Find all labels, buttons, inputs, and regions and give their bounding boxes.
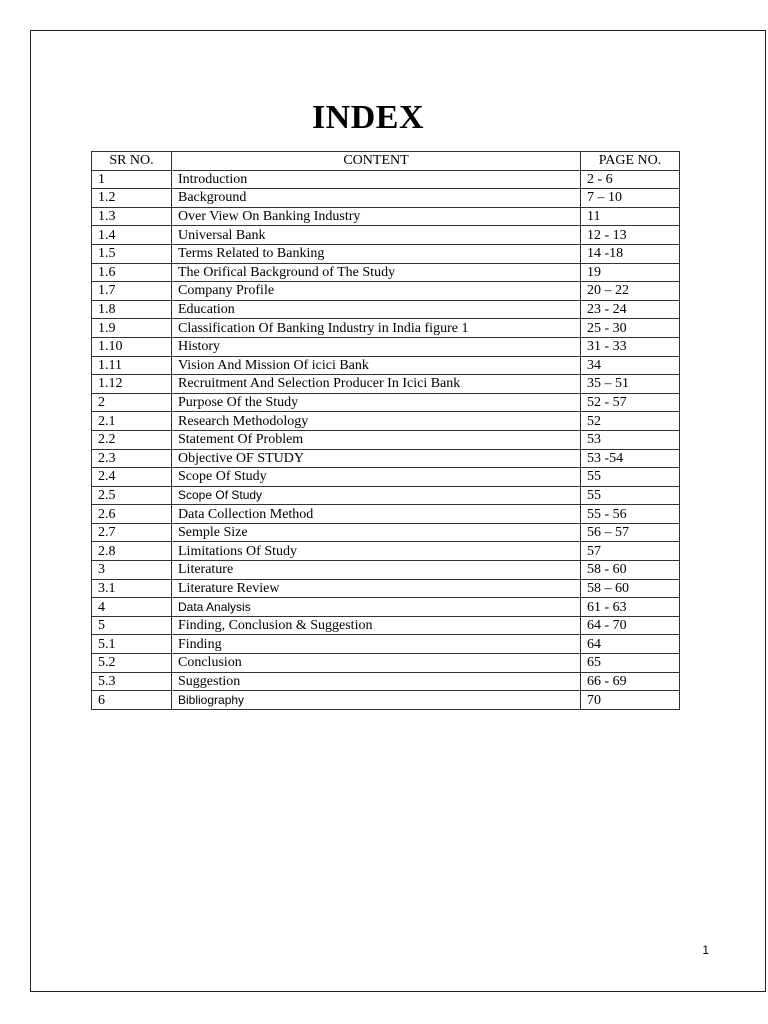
cell-content: Universal Bank bbox=[172, 226, 581, 245]
table-row bbox=[92, 468, 680, 487]
cell-sr: 1.4 bbox=[92, 226, 172, 245]
cell-sr: 2.5 bbox=[92, 486, 172, 505]
cell-page: 23 - 24 bbox=[581, 300, 680, 319]
table-row bbox=[92, 375, 680, 394]
table-row bbox=[92, 616, 680, 635]
cell-content: Scope Of Study bbox=[172, 468, 581, 487]
cell-content: Over View On Banking Industry bbox=[172, 207, 581, 226]
cell-sr: 2.8 bbox=[92, 542, 172, 561]
cell-sr: 2 bbox=[92, 393, 172, 412]
cell-content: Scope Of Study bbox=[172, 486, 581, 505]
cell-page: 25 - 30 bbox=[581, 319, 680, 338]
cell-page: 56 – 57 bbox=[581, 523, 680, 542]
cell-content: Classification Of Banking Industry in India figure 1 bbox=[172, 319, 581, 338]
cell-sr: 1.8 bbox=[92, 300, 172, 319]
table-row bbox=[92, 337, 680, 356]
table-row bbox=[92, 561, 680, 580]
cell-page: 53 -54 bbox=[581, 449, 680, 468]
table-row bbox=[92, 449, 680, 468]
header-content: CONTENT bbox=[172, 152, 581, 171]
cell-content: The Orifical Background of The Study bbox=[172, 263, 581, 282]
cell-content: Limitations Of Study bbox=[172, 542, 581, 561]
cell-page: 7 – 10 bbox=[581, 189, 680, 208]
cell-content: Data Analysis bbox=[172, 598, 581, 617]
cell-content: History bbox=[172, 337, 581, 356]
cell-sr: 1.6 bbox=[92, 263, 172, 282]
cell-content: Literature Review bbox=[172, 579, 581, 598]
cell-content: Statement Of Problem bbox=[172, 430, 581, 449]
cell-content: Finding, Conclusion & Suggestion bbox=[172, 616, 581, 635]
cell-sr: 1.9 bbox=[92, 319, 172, 338]
cell-content: Objective OF STUDY bbox=[172, 449, 581, 468]
cell-content: Conclusion bbox=[172, 654, 581, 673]
table-row bbox=[92, 505, 680, 524]
cell-sr: 4 bbox=[92, 598, 172, 617]
cell-content: Purpose Of the Study bbox=[172, 393, 581, 412]
cell-content: Bibliography bbox=[172, 691, 581, 710]
table-row bbox=[92, 542, 680, 561]
cell-page: 52 - 57 bbox=[581, 393, 680, 412]
cell-page: 12 - 13 bbox=[581, 226, 680, 245]
cell-page: 66 - 69 bbox=[581, 672, 680, 691]
cell-content: Finding bbox=[172, 635, 581, 654]
cell-sr: 1.2 bbox=[92, 189, 172, 208]
cell-content: Semple Size bbox=[172, 523, 581, 542]
table-row bbox=[92, 319, 680, 338]
cell-page: 53 bbox=[581, 430, 680, 449]
cell-content: Education bbox=[172, 300, 581, 319]
cell-sr: 6 bbox=[92, 691, 172, 710]
cell-sr: 5.3 bbox=[92, 672, 172, 691]
cell-content: Literature bbox=[172, 561, 581, 580]
cell-content: Introduction bbox=[172, 170, 581, 189]
table-row bbox=[92, 300, 680, 319]
table-row bbox=[92, 226, 680, 245]
cell-sr: 5.1 bbox=[92, 635, 172, 654]
cell-sr: 3.1 bbox=[92, 579, 172, 598]
table-row bbox=[92, 189, 680, 208]
table-row bbox=[92, 654, 680, 673]
table-header-row bbox=[92, 152, 680, 171]
cell-content: Research Methodology bbox=[172, 412, 581, 431]
cell-sr: 1.11 bbox=[92, 356, 172, 375]
header-sr-no: SR NO. bbox=[92, 152, 172, 171]
cell-page: 11 bbox=[581, 207, 680, 226]
cell-page: 70 bbox=[581, 691, 680, 710]
table-row bbox=[92, 691, 680, 710]
cell-content: Suggestion bbox=[172, 672, 581, 691]
cell-content: Company Profile bbox=[172, 282, 581, 301]
cell-page: 61 - 63 bbox=[581, 598, 680, 617]
cell-page: 55 bbox=[581, 468, 680, 487]
cell-page: 58 - 60 bbox=[581, 561, 680, 580]
page-title: INDEX bbox=[311, 99, 425, 136]
cell-page: 65 bbox=[581, 654, 680, 673]
cell-page: 64 - 70 bbox=[581, 616, 680, 635]
table-row bbox=[92, 635, 680, 654]
cell-sr: 2.6 bbox=[92, 505, 172, 524]
table-row bbox=[92, 430, 680, 449]
table-row bbox=[92, 672, 680, 691]
cell-page: 58 – 60 bbox=[581, 579, 680, 598]
table-row bbox=[92, 244, 680, 263]
table-row bbox=[92, 282, 680, 301]
table-row bbox=[92, 393, 680, 412]
cell-sr: 3 bbox=[92, 561, 172, 580]
table-row bbox=[92, 207, 680, 226]
cell-sr: 1.3 bbox=[92, 207, 172, 226]
table-row bbox=[92, 598, 680, 617]
cell-page: 20 – 22 bbox=[581, 282, 680, 301]
cell-page: 34 bbox=[581, 356, 680, 375]
cell-content: Data Collection Method bbox=[172, 505, 581, 524]
cell-page: 52 bbox=[581, 412, 680, 431]
table-row bbox=[92, 523, 680, 542]
cell-page: 55 bbox=[581, 486, 680, 505]
cell-page: 19 bbox=[581, 263, 680, 282]
cell-sr: 1.7 bbox=[92, 282, 172, 301]
cell-page: 35 – 51 bbox=[581, 375, 680, 394]
cell-content: Terms Related to Banking bbox=[172, 244, 581, 263]
cell-sr: 5.2 bbox=[92, 654, 172, 673]
cell-sr: 5 bbox=[92, 616, 172, 635]
cell-sr: 1.12 bbox=[92, 375, 172, 394]
cell-page: 14 -18 bbox=[581, 244, 680, 263]
cell-content: Vision And Mission Of icici Bank bbox=[172, 356, 581, 375]
table-row bbox=[92, 263, 680, 282]
cell-page: 64 bbox=[581, 635, 680, 654]
cell-sr: 2.3 bbox=[92, 449, 172, 468]
document-page bbox=[30, 30, 766, 992]
cell-sr: 2.7 bbox=[92, 523, 172, 542]
cell-sr: 2.2 bbox=[92, 430, 172, 449]
cell-page: 2 - 6 bbox=[581, 170, 680, 189]
cell-page: 31 - 33 bbox=[581, 337, 680, 356]
cell-page: 57 bbox=[581, 542, 680, 561]
cell-sr: 2.4 bbox=[92, 468, 172, 487]
cell-sr: 2.1 bbox=[92, 412, 172, 431]
table-row bbox=[92, 486, 680, 505]
cell-content: Background bbox=[172, 189, 581, 208]
table-row bbox=[92, 412, 680, 431]
header-page-no: PAGE NO. bbox=[581, 152, 680, 171]
cell-sr: 1.10 bbox=[92, 337, 172, 356]
page-number: 1 bbox=[702, 943, 709, 957]
cell-page: 55 - 56 bbox=[581, 505, 680, 524]
cell-sr: 1 bbox=[92, 170, 172, 189]
index-table bbox=[91, 151, 680, 710]
table-row bbox=[92, 170, 680, 189]
cell-content: Recruitment And Selection Producer In Icici Bank bbox=[172, 375, 581, 394]
index-table-body bbox=[92, 170, 680, 709]
table-row bbox=[92, 356, 680, 375]
table-row bbox=[92, 579, 680, 598]
cell-sr: 1.5 bbox=[92, 244, 172, 263]
